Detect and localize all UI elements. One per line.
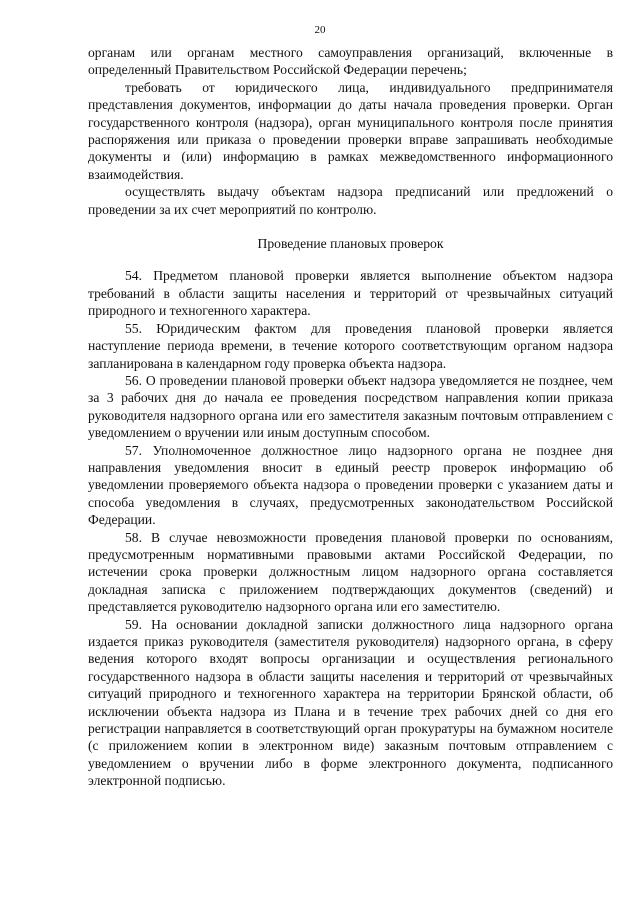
paragraph-57: 57. Уполномоченное должностное лицо надзорного органа не позднее дня направления уведомления вносит в единый реестр проверок информацию об уведомлении проверяемого объекта надзора о проведении проверки с указанием даты и способа уведомления в случаях, предусмотренных законодательством Российской Федерации.	[88, 442, 613, 528]
paragraph-55: 55. Юридическим фактом для проведения плановой проверки является наступление периода времени, в течение которого соответствующим органом надзора запланирована в календарном году проверка объекта надзора.	[88, 320, 613, 371]
paragraph-issue-orders: осуществлять выдачу объектам надзора предписаний или предложений о проведении за их счет мероприятий по контролю.	[88, 184, 613, 217]
document-body	[88, 44, 613, 790]
paragraph-59: 59. На основании докладной записки должностного лица надзорного органа издается приказ руководителя (заместителя руководителя) надзорного органа, в сферу ведения которого входят вопросы организации и осуществления регионального государственного надзора в области защиты населения и территорий от чрезвычайных ситуаций природного и техногенного характера на территории Брянской области, об исключении объекта надзора из Плана и в течение трех рабочих дней со дня его регистрации направляется в соответствующий орган прокуратуры на бумажном носителе (с приложением копии в электронном виде) заказным почтовым отправлением с уведомлением о вручении либо в форме электронного документа, подписанного электронной подписью.	[88, 616, 613, 789]
paragraph-56: 56. О проведении плановой проверки объект надзора уведомляется не позднее, чем за 3 рабочих дня до начала ее проведения посредством направления копии приказа руководителя надзорного органа или его заместителя заказным почтовым отправлением с уведомлением о вручении или иным доступным способом.	[88, 372, 613, 441]
paragraph-58: 58. В случае невозможности проведения плановой проверки по основаниям, предусмотренным нормативными правовыми актами Российской Федерации, по истечении срока проверки должностным лицом надзорного органа составляется докладная записка с приложением подтверждающих документов (сведений) и представляется руководителю надзорного органа или его заместителю.	[88, 529, 613, 615]
paragraph-continuation: органам или органам местного самоуправления организаций, включенные в определенный Правительством Российской Федерации перечень;	[88, 45, 613, 78]
paragraph-54: 54. Предметом плановой проверки является выполнение объектом надзора требований в области защиты населения и территорий от чрезвычайных ситуаций природного и техногенного характера.	[88, 268, 613, 319]
paragraph-request-documents: требовать от юридического лица, индивидуального предпринимателя представления документов, информации до даты начала проведения проверки. Орган государственного контроля (надзора), орган муниципального контроля после принятия распоряжения или приказа о проведении проверки вправе запрашивать необходимые документы и (или) информацию в рамках межведомственного информационного взаимодействия.	[88, 79, 613, 182]
section-heading: Проведение плановых проверок	[257, 236, 444, 252]
page-number: 20	[314, 24, 326, 36]
